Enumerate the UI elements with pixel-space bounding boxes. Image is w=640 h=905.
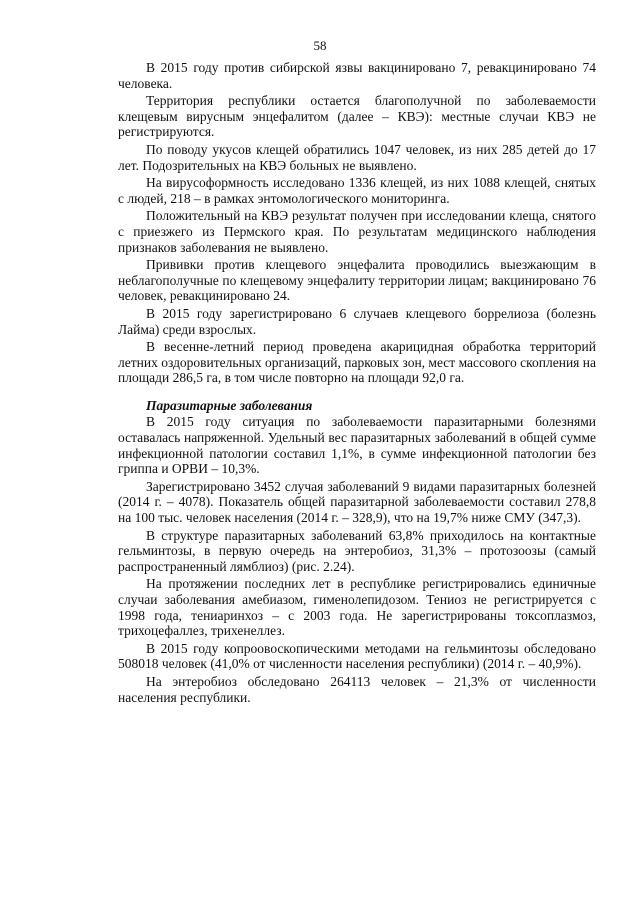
- paragraph-parasitic-structure: В структуре паразитарных заболеваний 63,8% приходилось на контактные гельминтозы, в первую очередь на энтеробиоз, 31,3% – протозоозы (самый распространенный лямблиоз) (рис. 2.24).: [118, 527, 596, 574]
- paragraph-coproscopy: В 2015 году копроовоскопическими методами на гельминтозы обследовано 508018 человек (41,0% от численности населения республики) (2014 г. – 40,9%).: [118, 640, 596, 672]
- paragraph-lyme-disease: В 2015 году зарегистрировано 6 случаев клещевого боррелиоза (болезнь Лайма) среди взрослых.: [118, 305, 596, 337]
- paragraph-tbe-status: Территория республики остается благополучной по заболеваемости клещевым вирусным энцефалитом (далее – КВЭ): местные случаи КВЭ не регистрируются.: [118, 93, 596, 140]
- paragraph-rare-cases: На протяжении последних лет в республике регистрировались единичные случаи заболевания амебиазом, гименолепидозом. Тениоз не регистрируется с 1998 года, тениаринхоз – с 2003 года. Не зарегистрированы токсоплазмоз, трихоцефаллез, трихенеллез.: [118, 576, 596, 639]
- paragraph-anthrax-vaccination: В 2015 году против сибирской язвы вакцинировано 7, ревакцинировано 74 человека.: [118, 60, 596, 91]
- paragraph-parasitic-cases: Зарегистрировано 3452 случая заболеваний 9 видами паразитарных болезней (2014 г. – 4078). Показатель общей паразитарной заболеваемости составил 278,8 на 100 тыс. человек населения (2014 г. – 328,9), что на 19,7% ниже СМУ (347,3).: [118, 478, 596, 526]
- paragraph-acaricide-treatment: В весенне-летний период проведена акарицидная обработка территорий летних оздоровительных организаций, парковых зон, мест массового скопления на площади 286,5 га, в том числе повторно на площади 92,0 га.: [118, 339, 596, 386]
- paragraph-tick-virus-testing: На вирусоформность исследовано 1336 клещей, из них 1088 клещей, снятых с людей, 218 – в рамках энтомологического мониторинга.: [118, 175, 596, 206]
- paragraph-tbe-vaccination: Прививки против клещевого энцефалита проводились выезжающим в неблагополучные по клещевому энцефалиту территории лицам; вакцинировано 76 человек, ревакцинировано 24.: [118, 257, 596, 304]
- paragraph-tick-bites: По поводу укусов клещей обратились 1047 человек, из них 285 детей до 17 лет. Подозрительных на КВЭ больных не выявлено.: [118, 141, 596, 173]
- paragraph-parasitic-situation: В 2015 году ситуация по заболеваемости паразитарными болезнями оставалась напряженной. Удельный вес паразитарных заболеваний в общей сумме инфекционной патологии составил 1,1%, в сумме инфекционной патологии без гриппа и ОРВИ – 10,3%.: [118, 414, 596, 477]
- section-title: Паразитарные заболевания: [146, 397, 313, 413]
- paragraph-positive-tbe-result: Положительный на КВЭ результат получен при исследовании клеща, снятого с приезжего из Пермского края. По результатам медицинского наблюдения признаков заболевания не выявлено.: [118, 208, 596, 255]
- paragraph-enterobiasis-exam: На энтеробиоз обследовано 264113 человек – 21,3% от численности населения республики.: [118, 673, 596, 705]
- page-number: 58: [313, 38, 327, 53]
- document-body: [118, 60, 596, 707]
